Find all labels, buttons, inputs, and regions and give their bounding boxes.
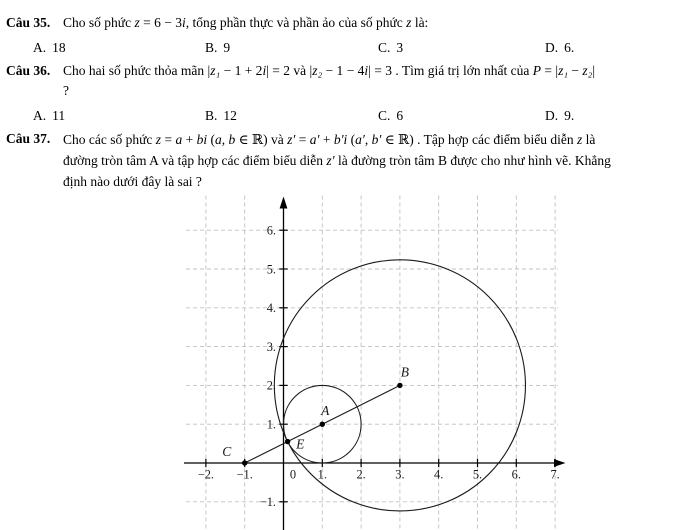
question-text-line: ?	[63, 83, 69, 98]
options-row	[0, 36, 687, 58]
y-tick-label: 4.	[266, 301, 276, 316]
complex-plane-figure	[180, 193, 571, 530]
option-label: B.	[205, 108, 218, 123]
x-axis-arrow-icon	[554, 459, 566, 467]
x-tick-label: 4.	[434, 467, 444, 482]
option-value: 6	[396, 108, 404, 123]
option-d[interactable]	[545, 106, 574, 126]
figure-svg	[180, 193, 571, 530]
point-B	[397, 383, 402, 388]
question-number: Câu 35.	[6, 15, 51, 30]
option-b[interactable]	[205, 38, 230, 58]
point-A	[320, 422, 325, 427]
question-text	[63, 129, 687, 192]
question-text-line: Cho số phức z = 6 − 3i, tổng phần thực và phần ảo của số phức z là:	[63, 15, 429, 30]
origin-label: 0	[289, 467, 297, 482]
question-text-line: định nào dưới đây là sai ?	[63, 174, 202, 189]
option-value: 11	[52, 108, 66, 123]
option-label: D.	[545, 40, 559, 55]
question-text-line: Cho hai số phức thỏa mãn |z₁ − 1 + 2i| = 2 và |z₂ − 1 − 4i| = 3 . Tìm giá trị lớn nhất của P = |z₁ − z₂|	[63, 63, 596, 78]
x-tick-label: 2.	[356, 467, 366, 482]
question-text	[63, 61, 687, 101]
point-label-E: E	[296, 436, 305, 452]
x-tick-label: 5.	[472, 467, 483, 482]
y-tick-label: 5.	[266, 262, 276, 277]
option-value: 9	[223, 40, 231, 55]
option-label: D.	[545, 108, 559, 123]
y-tick-label: 1.	[266, 417, 276, 432]
question-number: Câu 36.	[6, 63, 51, 78]
x-tick-label: 6.	[511, 467, 521, 482]
point-label-C: C	[222, 444, 232, 459]
option-c[interactable]	[378, 38, 403, 58]
x-tick-label: 7.	[550, 467, 560, 482]
y-tick-label: 2.	[266, 378, 276, 393]
option-value: 18	[52, 40, 66, 55]
question-block	[0, 13, 691, 58]
y-axis-arrow-icon	[280, 197, 288, 209]
option-value: 6.	[564, 40, 575, 55]
point-label-B: B	[400, 364, 410, 380]
option-a[interactable]	[33, 38, 66, 58]
option-label: C.	[378, 40, 391, 55]
question-list	[0, 0, 691, 192]
question-text	[63, 13, 687, 33]
question-block	[0, 61, 691, 126]
options-row	[0, 104, 687, 126]
x-tick-label: 3.	[395, 467, 405, 482]
point-C	[242, 460, 247, 465]
question-number: Câu 37.	[6, 131, 51, 146]
option-a[interactable]	[33, 106, 65, 126]
question-text-line: đường tròn tâm A và tập hợp các điểm biểu diễn z′ là đường tròn tâm B được cho như hình vẽ. Khẳng	[63, 153, 611, 168]
option-d[interactable]	[545, 38, 574, 58]
point-E	[285, 439, 290, 444]
x-tick-label: 1.	[317, 467, 327, 482]
y-tick-label: 6.	[266, 223, 276, 238]
option-c[interactable]	[378, 106, 403, 126]
x-tick-label: −1.	[236, 467, 253, 482]
option-label: A.	[33, 40, 47, 55]
y-tick-label: 3.	[266, 339, 276, 354]
y-tick-label: −1.	[259, 495, 276, 510]
option-label: C.	[378, 108, 391, 123]
option-label: B.	[205, 40, 218, 55]
option-value: 9.	[564, 108, 575, 123]
question-text-line: Cho các số phức z = a + bi (a, b ∈ ℝ) và z′ = a′ + b′i (a′, b′ ∈ ℝ) . Tập hợp các điểm biểu diễn z là	[63, 132, 596, 147]
x-tick-label: −2.	[197, 467, 215, 482]
point-label-A: A	[321, 403, 330, 419]
option-value: 12	[223, 108, 237, 123]
option-label: A.	[33, 108, 47, 123]
option-b[interactable]	[205, 106, 237, 126]
question-block	[0, 129, 691, 192]
option-value: 3	[396, 40, 404, 55]
